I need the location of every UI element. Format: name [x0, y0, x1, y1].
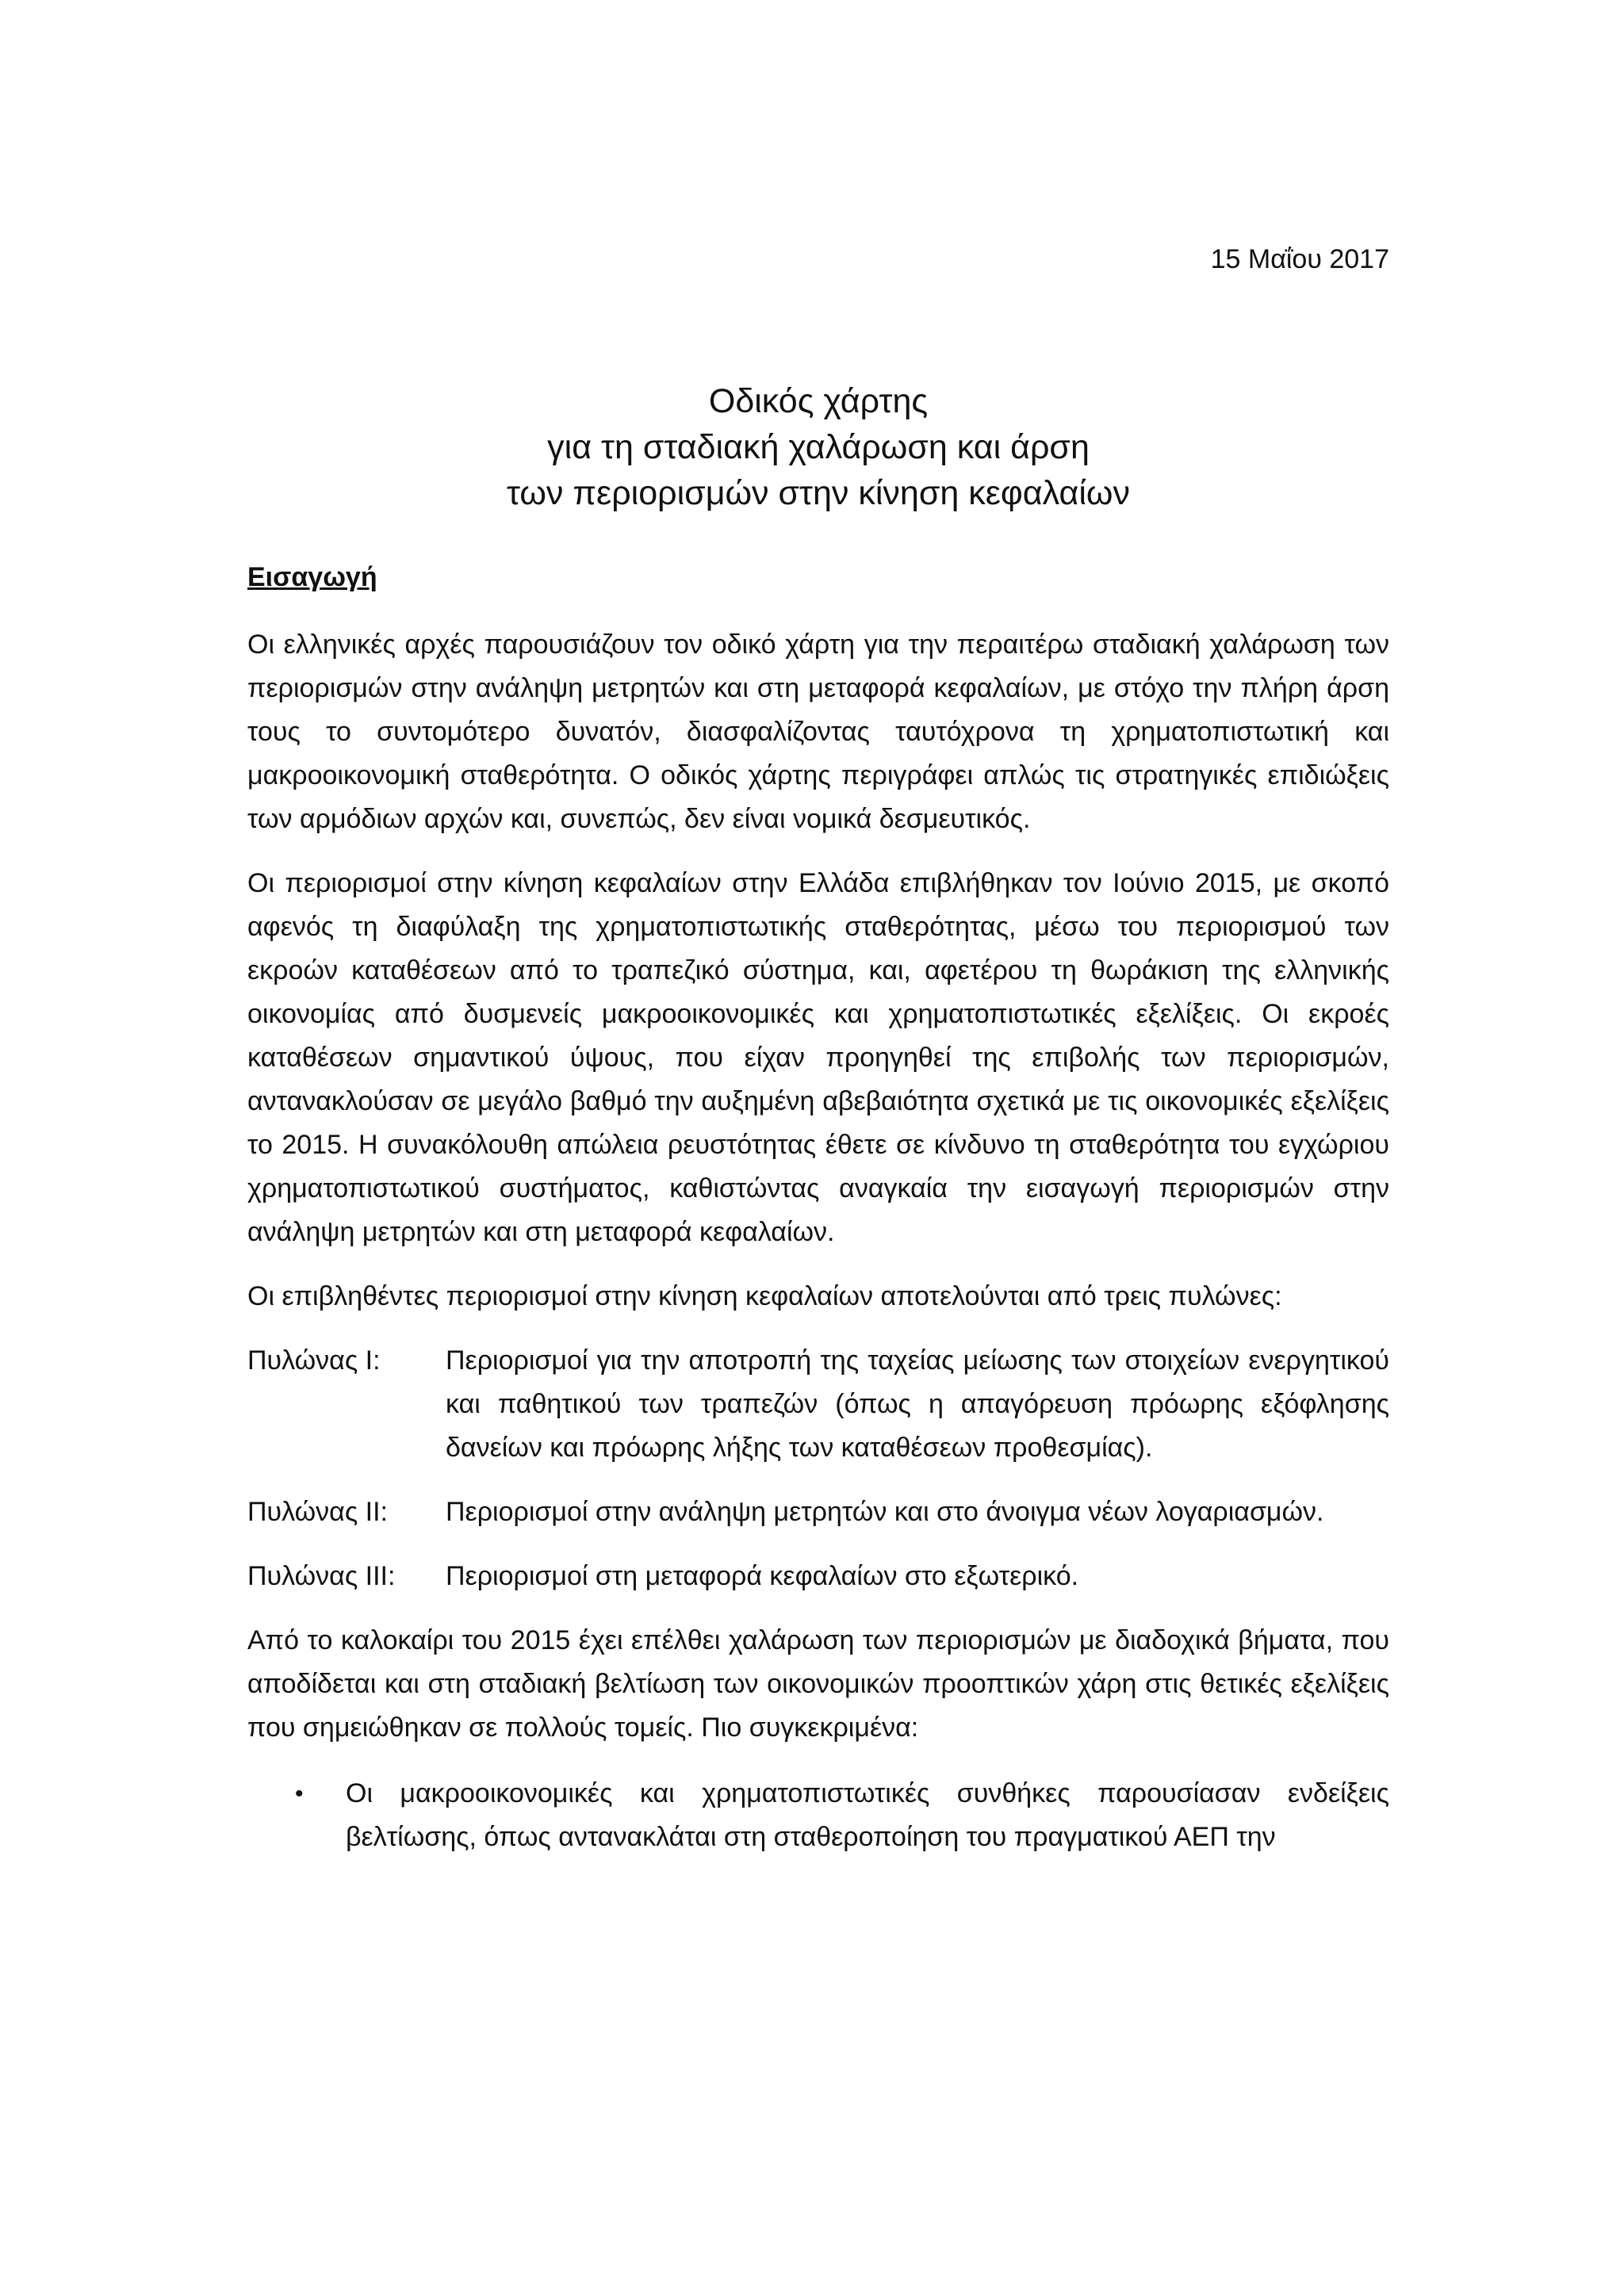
pillar-label: Πυλώνας I:	[247, 1345, 381, 1376]
paragraph-closing: Από το καλοκαίρι του 2015 έχει επέλθει χαλάρωση των περιορισμών με διαδοχικά βήματα, που αποδίδεται και στη σταδιακή βελτίωση των οικονομικών προοπτικών χάρη στις θετικές εξελίξεις που σημειώθηκαν σε πολλούς τομείς. Πιο συγκεκριμένα:	[247, 1625, 1389, 1743]
pillar-label: Πυλώνας III:	[247, 1561, 396, 1591]
pillar-label: Πυλώνας II:	[247, 1497, 389, 1527]
title-line-2: για τη σταδιακή χαλάρωση και άρση	[547, 428, 1090, 466]
paragraph-background: Οι περιορισμοί στην κίνηση κεφαλαίων στην Ελλάδα επιβλήθηκαν τον Ιούνιο 2015, με σκοπό αφενός τη διαφύλαξη της χρηματοπιστωτικής σταθερότητας, μέσω του περιορισμού των εκροών καταθέσεων από το τραπεζικό σύστημα, και, αφετέρου τη θωράκιση της ελληνικής οικονομίας από δυσμενείς μακροοικονομικές και χρηματοπιστωτικές εξελίξεις. Οι εκροές καταθέσεων σημαντικού ύψους, που είχαν προηγηθεί της επιβολής των περιορισμών, αντανακλούσαν σε μεγάλο βαθμό την αυξημένη αβεβαιότητα σχετικά με τις οικονομικές εξελίξεις το 2015. Η συνακόλουθη απώλεια ρευστότητας έθετε σε κίνδυνο τη σταθερότητα του εγχώριου χρηματοπιστωτικού συστήματος, καθιστώντας αναγκαία την εισαγωγή περιορισμών στην ανάληψη μετρητών και στη μεταφορά κεφαλαίων.	[247, 868, 1389, 1247]
title-line-1: Οδικός χάρτης	[708, 382, 929, 420]
pillars-list	[247, 1339, 1389, 1598]
section-heading: Εισαγωγή	[247, 562, 377, 592]
pillar-text: Περιορισμοί για την αποτροπή της ταχείας μείωσης των στοιχείων ενεργητικού και παθητικού των τραπεζών (όπως η απαγόρευση πρόωρης εξόφλησης δανείων και πρόωρης λήξης των καταθέσεων προθεσμίας).	[446, 1345, 1389, 1463]
paragraph-intro: Οι ελληνικές αρχές παρουσιάζουν τον οδικό χάρτη για την περαιτέρω σταδιακή χαλάρωση των περιορισμών στην ανάληψη μετρητών και στη μεταφορά κεφαλαίων, με στόχο την πλήρη άρση τους το συντομότερο δυνατόν, διασφαλίζοντας ταυτόχρονα τη χρηματοπιστωτική και μακροοικονομική σταθερότητα. Ο οδικός χάρτης περιγράφει απλώς τις στρατηγικές επιδιώξεις των αρμόδιων αρχών και, συνεπώς, δεν είναι νομικά δεσμευτικός.	[247, 629, 1389, 834]
bullet-item	[247, 1772, 1389, 1859]
bullet-list	[247, 1772, 1389, 1859]
pillar-item	[247, 1339, 1389, 1470]
document-body	[247, 238, 1389, 1859]
title-line-3: των περιορισμών στην κίνηση κεφαλαίων	[506, 474, 1130, 512]
bullet-text: Οι μακροοικονομικές και χρηματοπιστωτικές συνθήκες παρουσίασαν ενδείξεις βελτίωσης, όπως αντανακλάται στη σταθεροποίηση του πραγματικού ΑΕΠ την	[346, 1778, 1389, 1852]
pillar-text: Περιορισμοί στην ανάληψη μετρητών και στο άνοιγμα νέων λογαριασμών.	[446, 1497, 1324, 1527]
document-date: 15 Μαΐου 2017	[1210, 244, 1389, 274]
document-title	[247, 378, 1389, 516]
pillar-text: Περιορισμοί στη μεταφορά κεφαλαίων στο εξωτερικό.	[446, 1561, 1079, 1591]
paragraph-pillars-intro: Οι επιβληθέντες περιορισμοί στην κίνηση κεφαλαίων αποτελούνται από τρεις πυλώνες:	[247, 1281, 1282, 1311]
pillar-item	[247, 1555, 1389, 1598]
pillar-item	[247, 1490, 1389, 1534]
bullet-icon: •	[295, 1781, 304, 1807]
